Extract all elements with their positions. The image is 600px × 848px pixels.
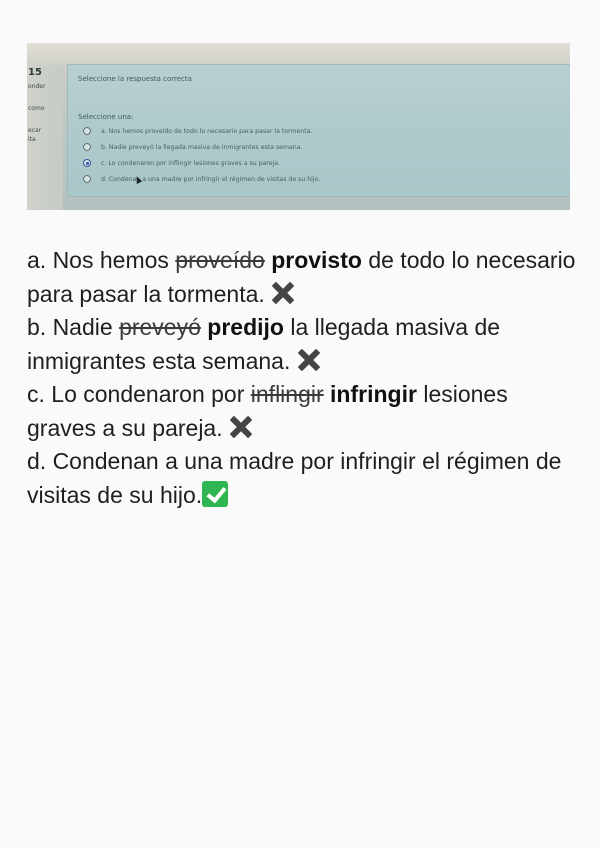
answer-c-prefix: c. Lo condenaron por: [27, 381, 251, 407]
option-label: a. Nos hemos proveído de todo lo necesario para pasar la tormenta.: [101, 127, 313, 135]
answer-c: [27, 378, 577, 445]
answer-c-wrong-word: inflingir: [250, 381, 324, 407]
answer-d-text: d. Condenan a una madre por infringir el régimen de visitas de su hijo.: [27, 448, 562, 508]
side-label: ita: [28, 136, 36, 143]
answers-text: [27, 244, 577, 512]
photo-top-band: [27, 43, 570, 65]
answer-b: [27, 311, 577, 378]
radio-button[interactable]: [83, 175, 91, 183]
x-mark-icon: [271, 281, 295, 305]
answer-c-suffix: lesiones graves a su pareja.: [27, 381, 508, 441]
side-label: onder: [28, 83, 46, 90]
answer-a-correct-word: provisto: [271, 247, 362, 273]
option-d[interactable]: [83, 174, 320, 184]
option-label: d. Condenan a una madre por infringir el régimen de visitas de su hijo.: [101, 175, 321, 183]
x-mark-icon: [297, 348, 321, 372]
answer-b-correct-word: predijo: [207, 314, 284, 340]
question-number: 15: [28, 67, 42, 78]
radio-button[interactable]: [83, 127, 91, 135]
answer-b-prefix: b. Nadie: [27, 314, 120, 340]
check-mark-icon: [202, 481, 228, 507]
answer-a-wrong-word: proveído: [175, 247, 265, 273]
x-mark-icon: [229, 415, 253, 439]
answer-a-prefix: a. Nos hemos: [27, 247, 176, 273]
option-label: b. Nadie preveyó la llegada masiva de inmigrantes esta semana.: [101, 143, 303, 151]
side-label: ecar: [28, 127, 42, 134]
quiz-screenshot-photo: [27, 43, 570, 210]
option-label: c. Lo condenaron por inflingir lesiones graves a su pareja.: [101, 159, 281, 167]
radio-button-selected[interactable]: [83, 159, 91, 167]
radio-button[interactable]: [83, 143, 91, 151]
answer-d: [27, 445, 577, 512]
select-one-label: Seleccione una:: [78, 113, 134, 121]
answer-a-suffix: de todo lo necesario para pasar la tormenta.: [27, 247, 576, 307]
question-panel: [67, 64, 570, 197]
answer-c-correct-word: infringir: [330, 381, 417, 407]
side-label: como: [28, 105, 45, 112]
answer-a: [27, 244, 577, 311]
answer-b-wrong-word: preveyó: [119, 314, 201, 340]
option-c[interactable]: [83, 158, 280, 168]
question-prompt: Seleccione la respuesta correcta: [78, 75, 192, 83]
option-a[interactable]: [83, 126, 312, 136]
answer-b-suffix: la llegada masiva de inmigrantes esta semana.: [27, 314, 501, 374]
option-b[interactable]: [83, 142, 302, 152]
